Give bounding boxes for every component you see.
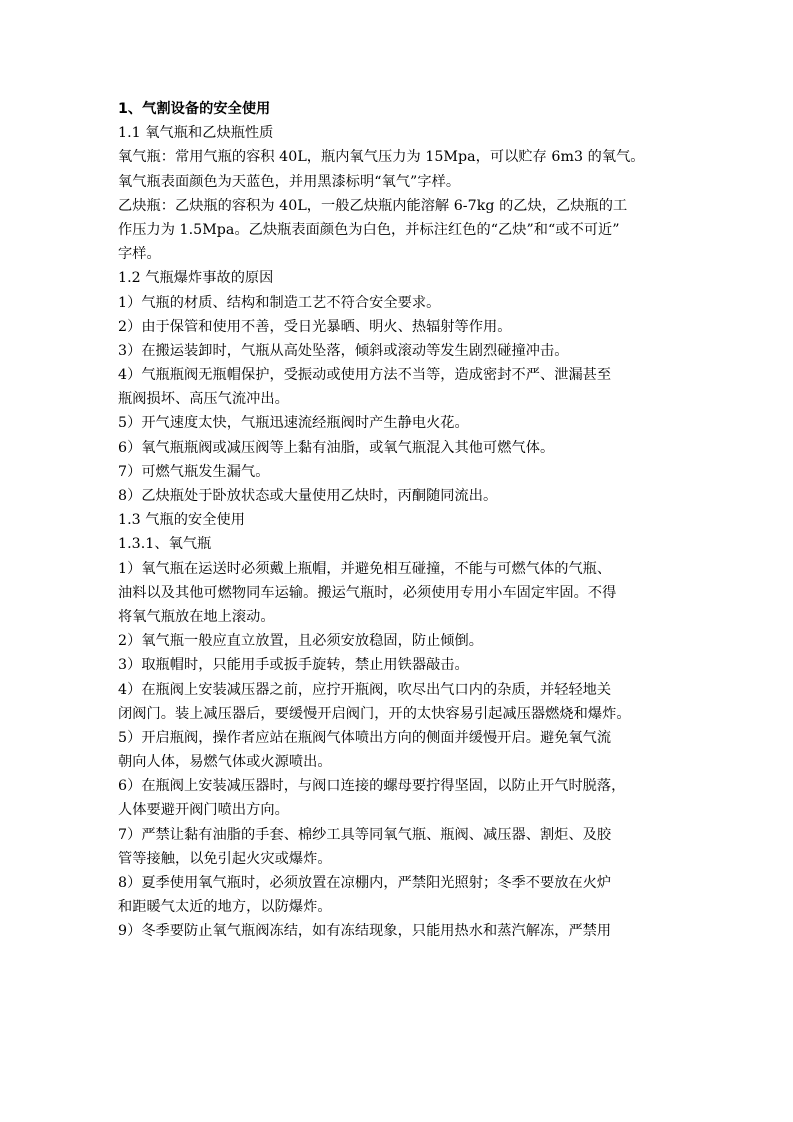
list-item-continuation: 朝向人体，易燃气体或火源喷出。 — [118, 754, 332, 771]
list-item: 5）开气速度太快，气瓶迅速流经瓶阀时产生静电火花。 — [118, 415, 469, 432]
subsection-heading: 1.3 气瓶的安全使用 — [118, 512, 245, 529]
list-item-continuation: 管等接触，以免引起火灾或爆炸。 — [118, 850, 332, 867]
list-item-continuation: 瓶阀损坏、高压气流冲出。 — [118, 391, 289, 408]
list-item-continuation: 和距暖气太近的地方，以防爆炸。 — [118, 899, 332, 916]
paragraph-line: 乙炔瓶：乙炔瓶的容积为 40L，一般乙炔瓶内能溶解 6-7kg 的乙炔，乙炔瓶的工 — [118, 197, 628, 214]
paragraph-line: 作压力为 1.5Mpa。乙炔瓶表面颜色为白色，并标注红色的“乙炔”和“或不可近” — [118, 221, 620, 238]
list-item: 3）在搬运装卸时，气瓶从高处坠落，倾斜或滚动等发生剧烈碰撞冲击。 — [118, 342, 569, 359]
list-item: 7）严禁让黏有油脂的手套、棉纱工具等同氧气瓶、瓶阀、减压器、割炬、及胶 — [118, 826, 612, 843]
paragraph-line: 字样。 — [118, 246, 161, 263]
list-item: 4）在瓶阀上安装减压器之前，应拧开瓶阀，吹尽出气口内的杂质，并轻轻地关 — [118, 681, 612, 698]
list-item: 4）气瓶瓶阀无瓶帽保护，受振动或使用方法不当等，造成密封不严、泄漏甚至 — [118, 367, 612, 384]
subsection-heading: 1.2 气瓶爆炸事故的原因 — [118, 270, 274, 287]
list-item: 1）气瓶的材质、结构和制造工艺不符合安全要求。 — [118, 294, 441, 311]
list-item: 7）可燃气瓶发生漏气。 — [118, 463, 270, 480]
list-item: 2）氧气瓶一般应直立放置，且必须安放稳固，防止倾倒。 — [118, 633, 484, 650]
list-item: 6）在瓶阀上安装减压器时，与阀口连接的螺母要拧得坚固，以防止开气时脱落， — [118, 778, 626, 795]
list-item: 8）乙炔瓶处于卧放状态或大量使用乙炔时，丙酮随同流出。 — [118, 488, 498, 504]
list-item: 2）由于保管和使用不善，受日光暴晒、明火、热辐射等作用。 — [118, 318, 512, 335]
section-heading: 1、气割设备的安全使用 — [118, 101, 271, 117]
subsection-heading: 1.1 氧气瓶和乙炔瓶性质 — [118, 125, 274, 142]
paragraph-line: 氧气瓶表面颜色为天蓝色，并用黑漆标明“氧气”字样。 — [118, 173, 461, 190]
list-item: 8）夏季使用氧气瓶时，必须放置在凉棚内，严禁阳光照射；冬季不要放在火炉 — [118, 875, 612, 891]
list-item: 3）取瓶帽时，只能用手或扳手旋转，禁止用铁器敲击。 — [118, 657, 469, 674]
list-item-continuation: 将氧气瓶放在地上滚动。 — [118, 608, 275, 625]
list-item-continuation: 闭阀门。装上减压器后，要缓慢开启阀门，开的太快容易引起减压器燃烧和爆炸。 — [118, 705, 631, 722]
list-item: 1）氧气瓶在运送时必须戴上瓶帽，并避免相互碰撞，不能与可燃气体的气瓶、 — [118, 560, 612, 577]
document-page — [118, 97, 688, 944]
list-item-continuation: 油料以及其他可燃物同车运输。搬运气瓶时，必须使用专用小车固定牢固。不得 — [118, 584, 617, 601]
list-item: 6）氧气瓶瓶阀或减压阀等上黏有油脂，或氧气瓶混入其他可燃气体。 — [118, 439, 555, 456]
subsection-heading: 1.3.1、氧气瓶 — [118, 536, 212, 553]
list-item: 9）冬季要防止氧气瓶阀冻结，如有冻结现象，只能用热水和蒸汽解冻，严禁用 — [118, 923, 612, 940]
list-item: 5）开启瓶阀，操作者应站在瓶阀气体喷出方向的侧面并缓慢开启。避免氧气流 — [118, 729, 612, 746]
list-item-continuation: 人体要避开阀门喷出方向。 — [118, 802, 289, 819]
paragraph-line: 氧气瓶：常用气瓶的容积 40L，瓶内氧气压力为 15Mpa，可以贮存 6m3 的氧气。 — [118, 149, 645, 166]
